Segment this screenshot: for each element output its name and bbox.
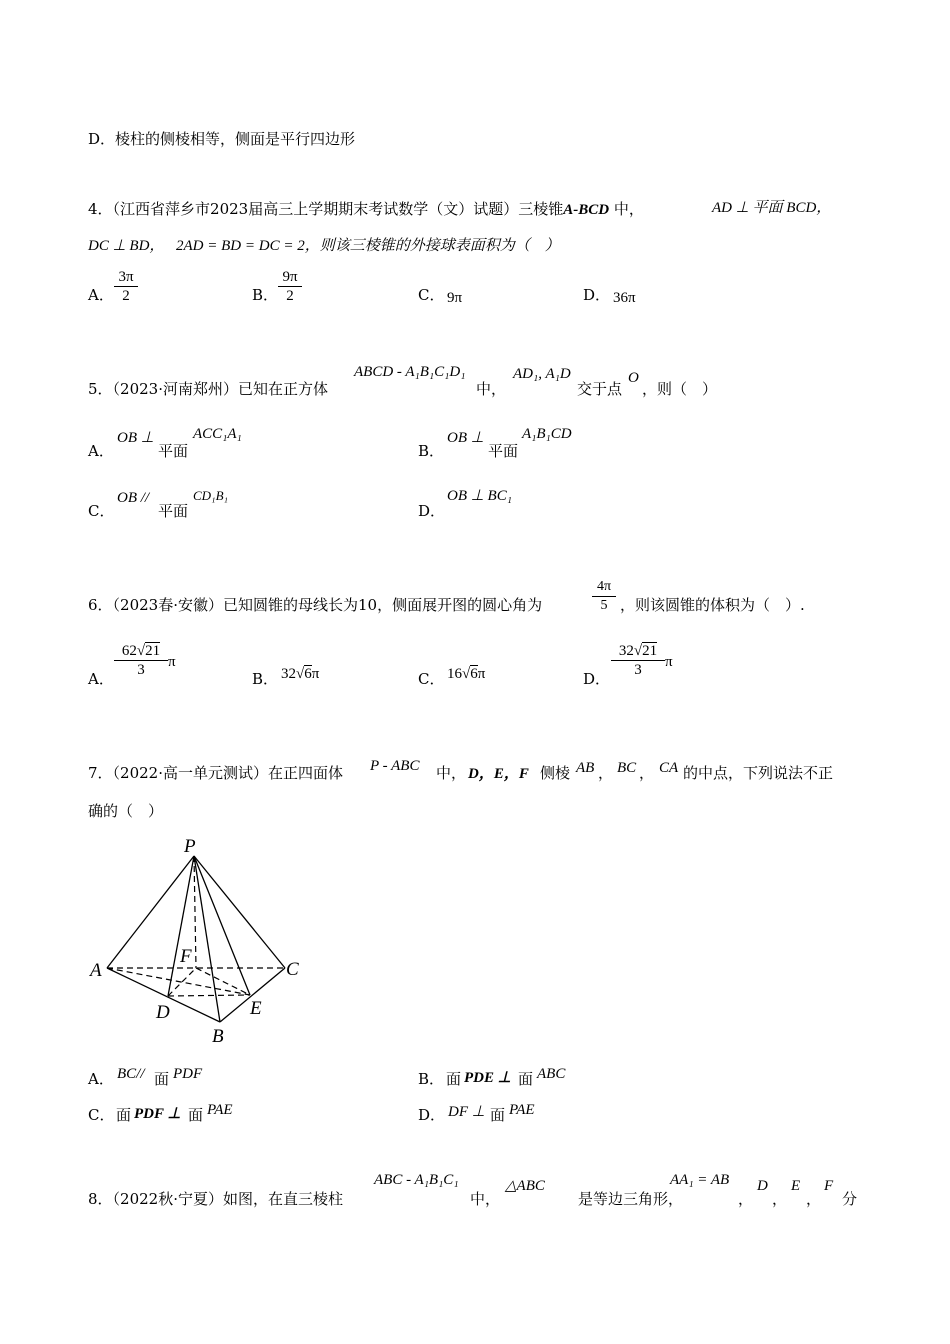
q7-option-a-b: 面 bbox=[154, 1070, 170, 1088]
q6-text1: （2023春·安徽）已知圆锥的母线长为10，侧面展开图的圆心角为 bbox=[112, 596, 543, 614]
q7-edge-ca: CA bbox=[659, 760, 679, 776]
q7-option-d-a: DF ⊥ bbox=[448, 1104, 485, 1120]
q7-label-b: B． bbox=[418, 1070, 445, 1088]
q7-option-b-b: PDE ⊥ bbox=[464, 1070, 511, 1086]
q5-option-b-rel: OB ⊥ bbox=[447, 430, 484, 446]
q8-text2: 中， bbox=[470, 1190, 501, 1208]
q8-tail: 分 bbox=[842, 1190, 858, 1208]
q8-number: 8． bbox=[88, 1190, 113, 1208]
q7-solid: P - ABC bbox=[370, 758, 420, 774]
q6-angle-num: 4π bbox=[592, 578, 616, 597]
q8-text3: 是等边三角形， bbox=[578, 1190, 684, 1208]
q7-option-c-b: PDF ⊥ bbox=[134, 1106, 181, 1122]
q4-mid: 中， bbox=[609, 200, 644, 218]
q4-option-d: 36π bbox=[613, 290, 636, 306]
label-b: B bbox=[212, 1026, 224, 1047]
line-pf-dashed bbox=[194, 856, 196, 968]
q4-label-c: C． bbox=[418, 286, 445, 304]
q4-label-b: B． bbox=[252, 286, 279, 304]
q7-option-b-a: 面 bbox=[446, 1070, 462, 1088]
q7-number: 7． bbox=[88, 764, 113, 782]
q7-option-c-c: 面 bbox=[188, 1106, 204, 1124]
q8-sep-1: ， bbox=[738, 1190, 754, 1208]
q5-tail2: ，则（ ） bbox=[642, 380, 718, 398]
q5-option-c-name: CD₁B₁ bbox=[193, 488, 229, 503]
q6-angle-den: 5 bbox=[600, 598, 608, 613]
q8-eq: AA₁ = AB bbox=[670, 1172, 730, 1188]
q7-sep2: ， bbox=[639, 764, 655, 782]
label-p: P bbox=[184, 836, 196, 857]
edge-pc bbox=[194, 856, 285, 968]
q6-option-d-pi: π bbox=[665, 654, 673, 670]
label-d: D bbox=[156, 1002, 170, 1023]
q6-option-d bbox=[611, 642, 665, 679]
label-e: E bbox=[250, 998, 262, 1019]
q8-text1: （2022秋·宁夏）如图，在直三棱柱 bbox=[112, 1190, 343, 1208]
q5-label-d: D． bbox=[418, 502, 446, 520]
q7-text1: （2022·高一单元测试）在正四面体 bbox=[112, 764, 343, 782]
q6-option-d-num: 32√21 bbox=[611, 642, 665, 661]
q4-label-d: D． bbox=[583, 286, 611, 304]
q4-option-b-num: 9π bbox=[278, 268, 302, 287]
q5-source: （2023·河南郑州）已知在正方体 bbox=[112, 380, 328, 398]
q5-label-c: C． bbox=[88, 502, 115, 520]
q7-option-c-d: PAE bbox=[207, 1102, 233, 1118]
q6-number: 6． bbox=[88, 596, 113, 614]
tetrahedron-figure bbox=[80, 830, 320, 1050]
label-f: F bbox=[180, 946, 192, 967]
q7-text2: 中， bbox=[436, 764, 467, 782]
q7-option-c-a: 面 bbox=[116, 1106, 132, 1124]
q5-option-a-rel: OB ⊥ bbox=[117, 430, 154, 446]
q8-stem-part1 bbox=[88, 1188, 343, 1209]
q8-solid: ABC - A₁B₁C₁ bbox=[374, 1172, 459, 1188]
q4-option-a bbox=[114, 268, 138, 305]
q7-label-a: A． bbox=[88, 1070, 114, 1088]
q5-option-b-name: A₁B₁CD bbox=[522, 426, 572, 442]
q5-option-a-name: ACC₁A₁ bbox=[193, 426, 242, 442]
q7-points: D，E，F bbox=[468, 766, 529, 782]
q7-text4: 的中点，下列说法不正 bbox=[683, 764, 834, 782]
line-ae-dashed bbox=[107, 968, 250, 995]
label-a: A bbox=[90, 960, 102, 981]
q5-label-a: A． bbox=[88, 442, 114, 460]
q7-option-b-c: 面 bbox=[518, 1070, 534, 1088]
q7-label-c: C． bbox=[88, 1106, 115, 1124]
q4-option-a-den: 2 bbox=[122, 288, 130, 304]
q4-option-b bbox=[278, 268, 302, 305]
q5-cube: ABCD - A₁B₁C₁D₁ bbox=[354, 364, 466, 380]
q6-angle bbox=[592, 578, 616, 615]
label-c: C bbox=[286, 959, 299, 980]
q6-option-a-pi: π bbox=[168, 654, 176, 670]
q6-option-b: 32√6π bbox=[281, 666, 320, 682]
line-pe bbox=[194, 856, 250, 995]
q4-number: 4． bbox=[88, 200, 113, 218]
q4-option-b-den: 2 bbox=[286, 288, 294, 304]
q5-option-b-plane: 平面 bbox=[488, 442, 519, 460]
q4-option-c: 9π bbox=[447, 290, 463, 306]
q4-option-a-num: 3π bbox=[114, 268, 138, 287]
q6-label-a: A． bbox=[88, 670, 114, 688]
q6-option-a-num: 62√21 bbox=[114, 642, 168, 661]
q8-point-e: E bbox=[791, 1178, 801, 1194]
q7-edge-bc: BC bbox=[617, 760, 637, 776]
q7-stem-part1 bbox=[88, 762, 343, 783]
q8-sep-3: ， bbox=[806, 1190, 822, 1208]
q6-option-a-den: 3 bbox=[137, 662, 145, 678]
q5-lines: AD₁, A₁D bbox=[513, 366, 571, 382]
q7-edge-ab: AB bbox=[576, 760, 595, 776]
q4-cond3: 2AD = BD = DC = 2，则该三棱锥的外接球表面积为（ ） bbox=[176, 238, 560, 254]
q5-option-c-plane: 平面 bbox=[158, 502, 189, 520]
q5-number: 5． bbox=[88, 380, 113, 398]
q6-text2: ，则该圆锥的体积为（ ）. bbox=[620, 596, 805, 614]
q5-option-a-plane: 平面 bbox=[158, 442, 189, 460]
q8-triangle: △ABC bbox=[505, 1178, 545, 1194]
q6-label-b: B． bbox=[252, 670, 279, 688]
q4-solid: A-BCD bbox=[563, 202, 610, 218]
q8-sep-2: ， bbox=[772, 1190, 788, 1208]
q5-mid: 中， bbox=[476, 380, 507, 398]
q6-label-d: D． bbox=[583, 670, 611, 688]
q3-option-d: D．棱柱的侧棱相等，侧面是平行四边形 bbox=[88, 130, 356, 148]
q4-stem-line1 bbox=[88, 198, 644, 219]
line-fe-dashed bbox=[196, 968, 250, 995]
q7-option-d-b: 面 bbox=[490, 1106, 506, 1124]
q7-line2: 确的（ ） bbox=[88, 802, 164, 820]
q7-text3: 侧棱 bbox=[540, 764, 571, 782]
line-pd bbox=[168, 856, 194, 996]
q7-label-d: D． bbox=[418, 1106, 446, 1124]
q8-point-d: D bbox=[757, 1178, 768, 1194]
q8-point-f: F bbox=[824, 1178, 834, 1194]
q6-stem-part1 bbox=[88, 594, 542, 615]
q4-source: （江西省萍乡市2023届高三上学期期末考试数学（文）试题）三棱锥 bbox=[112, 200, 564, 218]
q5-option-d: OB ⊥ BC₁ bbox=[447, 488, 512, 504]
q4-cond1: AD ⊥ 平面 BCD， bbox=[712, 200, 832, 216]
edge-pb bbox=[194, 856, 220, 1022]
q7-sep1: ， bbox=[598, 764, 614, 782]
q4-cond2: DC ⊥ BD， bbox=[88, 238, 165, 254]
q5-tail1: 交于点 bbox=[577, 380, 623, 398]
q4-label-a: A． bbox=[88, 286, 114, 304]
q5-number-source bbox=[88, 378, 328, 399]
q5-label-b: B． bbox=[418, 442, 445, 460]
q7-option-b-d: ABC bbox=[537, 1066, 566, 1082]
q5-option-c-rel: OB // bbox=[117, 490, 150, 506]
q6-label-c: C． bbox=[418, 670, 445, 688]
q5-point: O bbox=[628, 370, 639, 386]
q7-option-a-a: BC// bbox=[117, 1066, 145, 1082]
q6-option-a bbox=[114, 642, 168, 679]
q7-option-a-c: PDF bbox=[173, 1066, 203, 1082]
q6-option-c: 16√6π bbox=[447, 666, 486, 682]
q6-option-d-den: 3 bbox=[634, 662, 642, 678]
line-de-dashed bbox=[168, 995, 250, 996]
q7-option-d-c: PAE bbox=[509, 1102, 535, 1118]
